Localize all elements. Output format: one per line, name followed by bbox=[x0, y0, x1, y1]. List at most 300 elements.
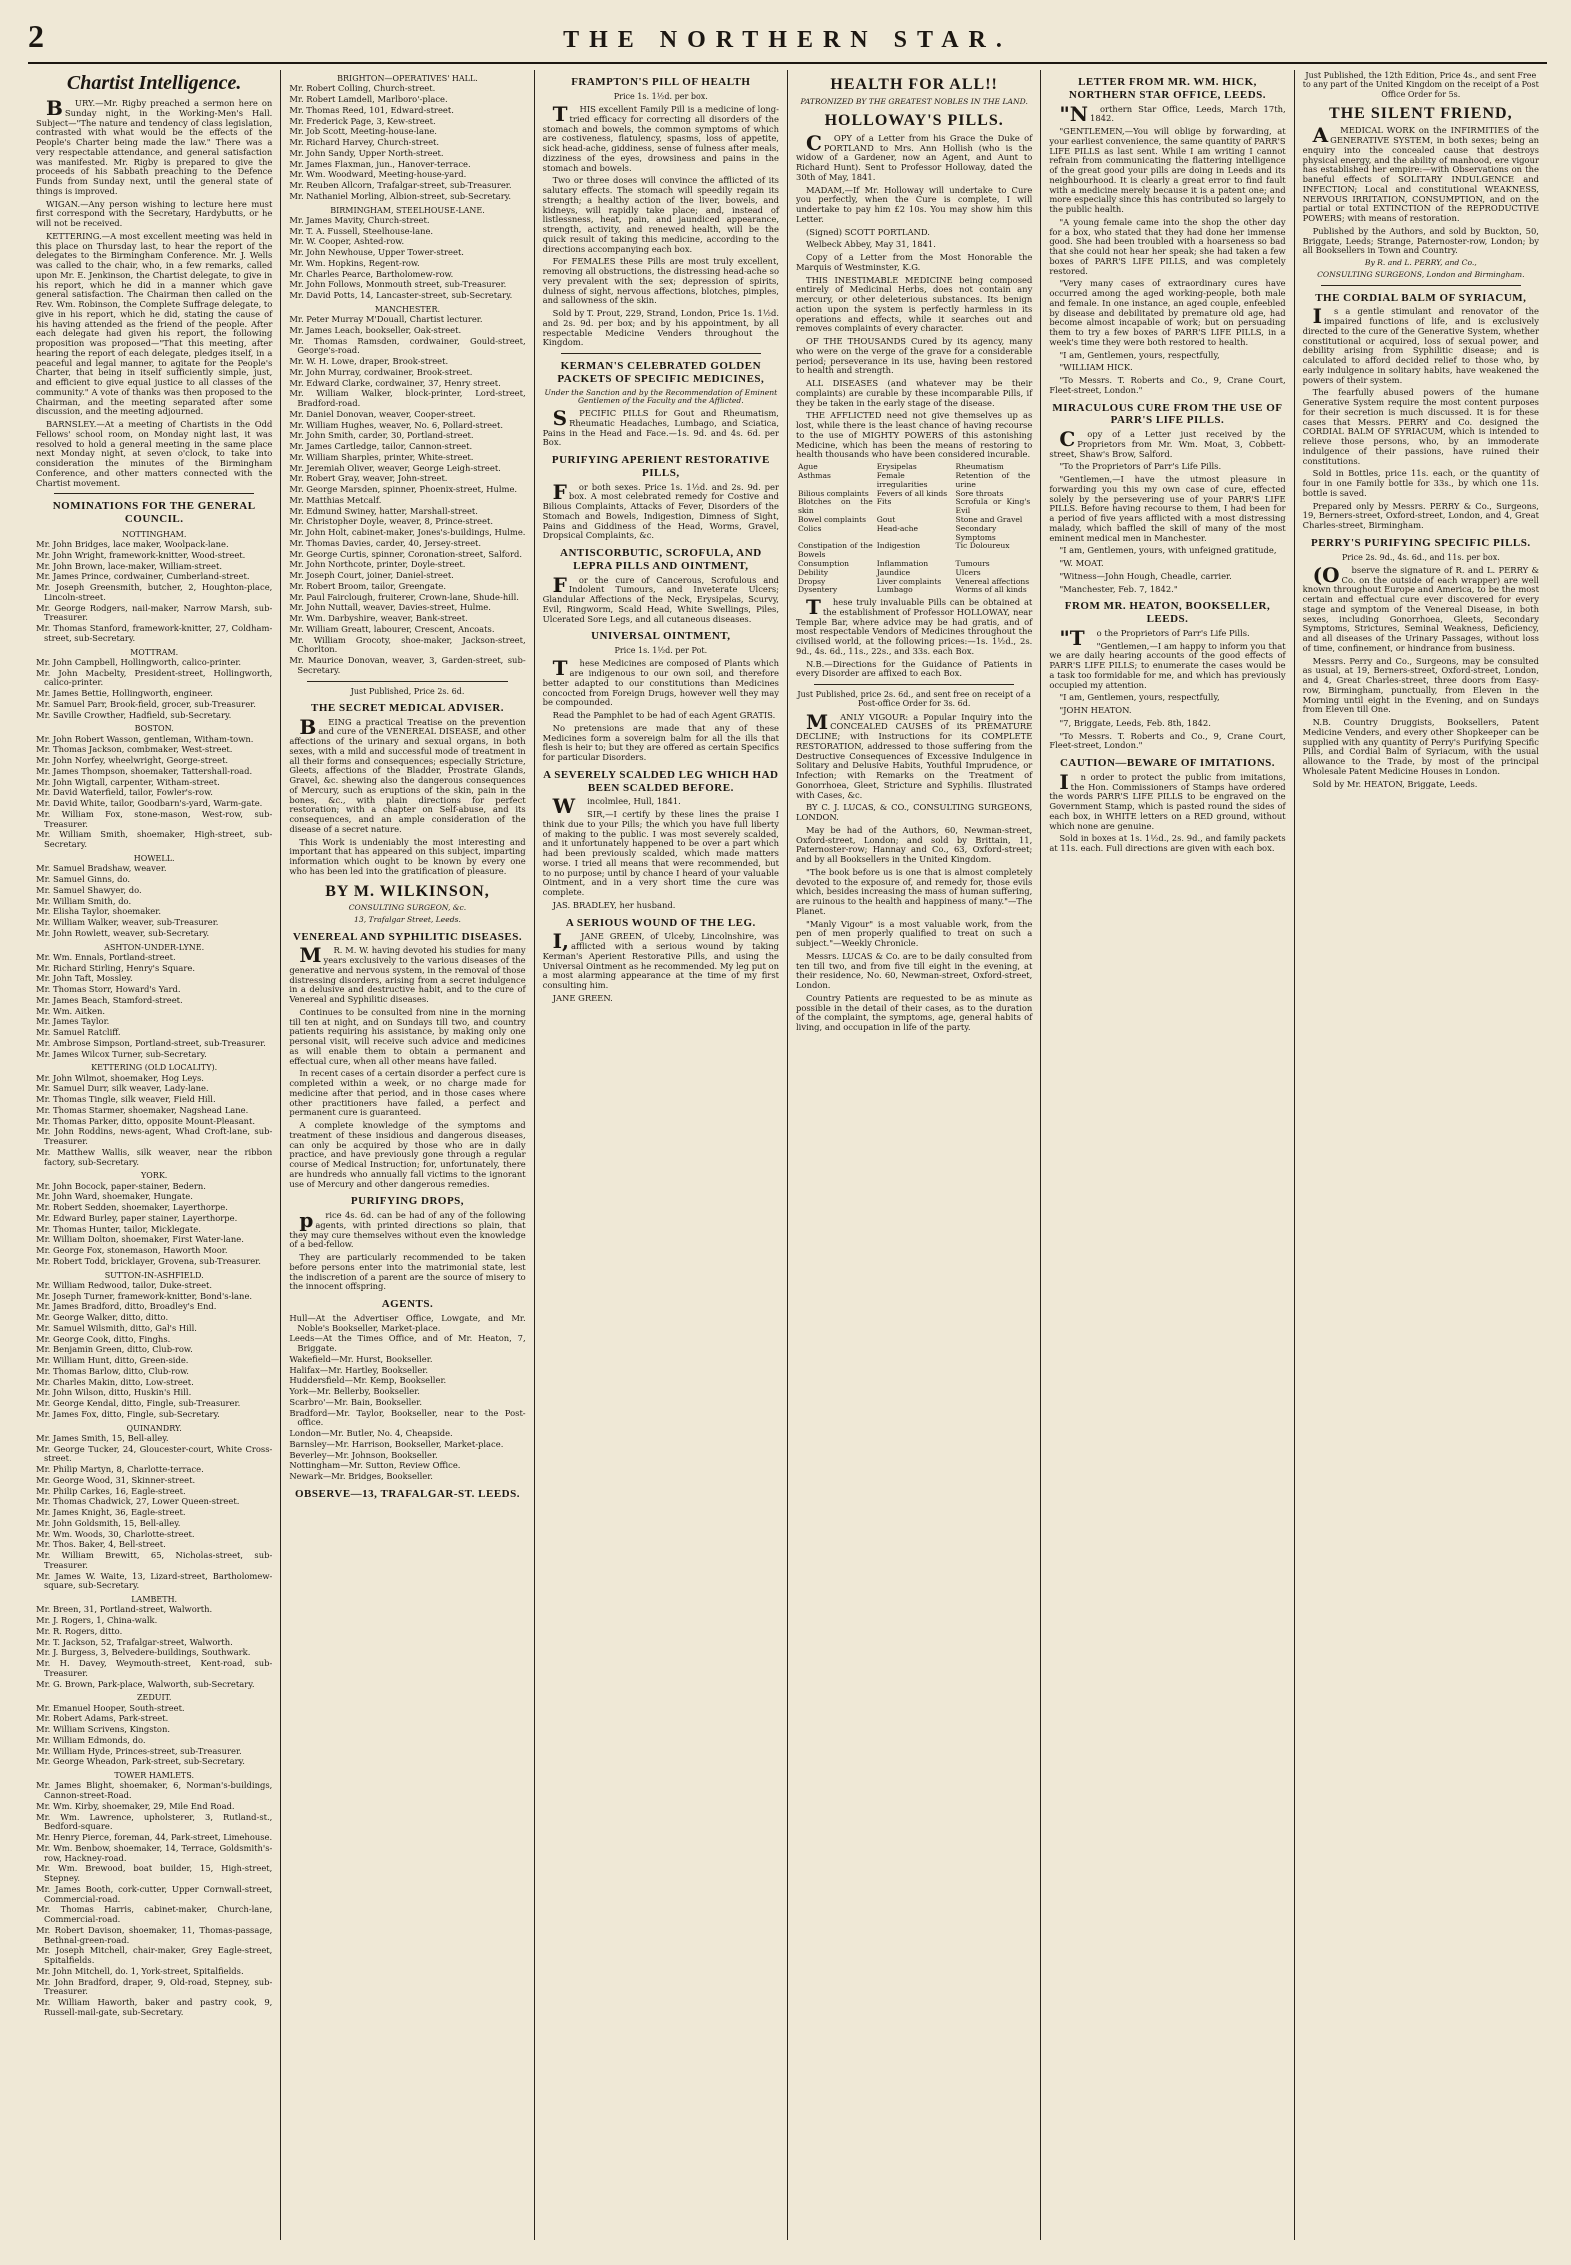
nominee-entry: Mr. David Potts, 14, Lancaster-street, sub-Secretary. bbox=[289, 290, 513, 301]
nominee-entry: Mr. Samuel Wilsmith, ditto, Gal's Hill. bbox=[36, 1322, 197, 1333]
agent-entry: Wakefield—Mr. Hurst, Bookseller. bbox=[289, 1353, 433, 1364]
nominee-entry: Mr. James Cartledge, tailor, Cannon-street. bbox=[289, 441, 473, 452]
nominee-entry: Mr. John Taft, Mossley. bbox=[36, 973, 133, 984]
nominee-entry: Mr. George Walker, ditto, ditto. bbox=[36, 1312, 169, 1323]
restorative-paragraphs bbox=[542, 479, 779, 542]
nominee-entry: Mr. George Cook, ditto, Finghs. bbox=[36, 1333, 171, 1344]
heaton-title: FROM MR. HEATON, BOOKSELLER, LEEDS. bbox=[1064, 600, 1271, 625]
secret-adviser-title: THE SECRET MEDICAL ADVISER. bbox=[310, 701, 504, 714]
nominee-entry: Mr. Christopher Doyle, weaver, 8, Prince-street. bbox=[289, 516, 493, 527]
advert-paragraph: These truly invaluable Pills can be obtained at the establishment of Professor HOLLOWAY, near Temple Bar, where advice may be had gratis, and of most respectable Vendors of Medicines throughout the civilised world, at the following prices:—1s. 1½d., 2s. 9d., 4s. 6d., 11s., 22s., and 33s. each Box. bbox=[795, 595, 1033, 656]
advert-paragraph: AMEDICAL WORK on the INFIRMITIES of the GENERATIVE SYSTEM, in both sexes; being an enquiry into the concealed cause that destroys physical energy, and the ability of manhood, ere vigour has established her empire:—with Observations on the baneful effects of SOLITARY INDULGENCE and INFECTION; Local and constitutional WEAKNESS, NERVOUS IRRITATION, CONSUMPTION, and on the partial or total EXTINCTION of the REPRODUCTIVE POWERS; with means of restoration. bbox=[1302, 123, 1539, 224]
advert-paragraph: In order to protect the public from imitations, the Hon. Commissioners of Stamps have ordered the words PARR'S LIFE PILLS to be engraved on the Government Stamp, which is pasted round the sides of each box, in WHITE letters on a RED ground, without which none are genuine. bbox=[1049, 769, 1286, 831]
nominee-entry: Mr. Job Scott, Meeting-house-lane. bbox=[289, 126, 437, 137]
nominee-entry: Mr. Wm. Woodward, Meeting-house-yard. bbox=[289, 169, 467, 180]
nominee-entry: Mr. George Rodgers, nail-maker, Narrow Marsh, sub-Treasurer. bbox=[36, 602, 273, 623]
advert-paragraph: THIS INESTIMABLE MEDICINE being composed entirely of Medicinal Herbs, does not contain any mercury, or other deleterious substances. Its benign action upon the system is perfectly harmless in its operations and effects, while it searches out and removes complaints of every character. bbox=[795, 274, 1033, 334]
disease-entry: Worms of all kinds bbox=[955, 585, 1027, 595]
nominee-entry: Mr. Elisha Taylor, shoemaker. bbox=[36, 906, 161, 917]
nominee-entry: Mr. George Fox, stonemason, Haworth Moor. bbox=[36, 1245, 228, 1256]
testimonial-paragraph: JANE GREEN. bbox=[552, 992, 613, 1003]
authors-line: By R. and L. PERRY, and Co., bbox=[1364, 258, 1477, 268]
nominee-entry: Mr. George Wood, 31, Skinner-street. bbox=[36, 1474, 196, 1485]
nominee-entry: Mr. Philip Carkes, 16, Eagle-street. bbox=[36, 1485, 186, 1496]
advert-paragraph: A complete knowledge of the symptoms and treatment of these insidious and dangerous diseases, can only be acquired by those who are in daily practice, and have previously gone through a regular course of Medical Instruction; for, unfortunately, there are hundreds who annually fall victims to the ignorant use of Mercury and other dangerous remedies. bbox=[289, 1120, 526, 1189]
disease-entry: Constipation of the Bowels bbox=[797, 541, 873, 560]
locality-heading: BOSTON. bbox=[134, 724, 174, 734]
nominee-entry: Mr. Henry Pierce, foreman, 44, Park-street, Limehouse. bbox=[36, 1832, 273, 1843]
nominee-entry: Mr. Thomas Ramsden, cordwainer, Gould-street, George's-road. bbox=[289, 335, 526, 356]
nominee-entry: Mr. Thomas Jackson, combmaker, West-street. bbox=[36, 744, 233, 755]
disease-entry: Consumption bbox=[797, 558, 850, 568]
letter-paragraphs bbox=[1049, 101, 1286, 396]
specific-pills-title: PERRY'S PURIFYING SPECIFIC PILLS. bbox=[1310, 536, 1531, 549]
disease-entry: Retention of the urine bbox=[955, 470, 1031, 489]
disease-entry: Stone and Gravel bbox=[955, 514, 1023, 524]
locality-heading: QUINANDRY. bbox=[126, 1423, 182, 1433]
wound-paragraphs bbox=[542, 929, 779, 1003]
letter-paragraph: "I am, Gentlemen, yours, respectfully, bbox=[1059, 349, 1220, 360]
advert-paragraph: For both sexes. Price 1s. 1½d. and 2s. 9d. per box. A most celebrated remedy for Costive and Bilious Complaints, Attacks of Fever, Disorders of the Stomach and Bowels, Indigestion, Dimness of Sight, Pains and Giddiness of the Head, Worms, Gravel, Dropsical Complaints, &c. bbox=[542, 479, 779, 541]
nominee-entry: Mr. Wm. Aitken. bbox=[36, 1005, 106, 1016]
nominee-entry: Mr. Joseph Mitchell, chair-maker, Grey Eagle-street, Spitalfields. bbox=[36, 1945, 273, 1966]
nominee-entry: Mr. James Leach, bookseller, Oak-street. bbox=[289, 324, 462, 335]
agent-entry: Bradford—Mr. Taylor, Bookseller, near to the Post-office. bbox=[289, 1407, 526, 1428]
antiscorbutic-title: ANTISCORBUTIC, SCROFULA, AND LEPRA PILLS AND OINTMENT, bbox=[560, 547, 762, 572]
nominee-entry: Mr. William Redwood, tailor, Duke-street. bbox=[36, 1279, 213, 1290]
nominee-entry: Mr. John Northcote, printer, Doyle-street. bbox=[289, 559, 466, 570]
letter-paragraph: "7, Briggate, Leeds, Feb. 8th, 1842. bbox=[1059, 717, 1211, 728]
nominee-entry: Mr. James Taylor. bbox=[36, 1016, 110, 1027]
disease-entry: Indigestion bbox=[876, 541, 921, 551]
advert-paragraph: (Observe the signature of R. and L. PERRY & Co. on the outside of each wrapper) are well known throughout Europe and America, to be the most certain and effectual cure ever discovered for every stage and symptom of the Venereal Disease, in both sexes, including Gonorrhoea, Gleets, Secondary Symptoms, Strictures, Seminal Weakness, Deficiency, and all diseases of the Urinary Passages, without loss of time, confinement, or hindrance from business. bbox=[1302, 562, 1539, 653]
locality-heading: HOWELL. bbox=[133, 853, 175, 863]
nominee-entry: Mr. John Wigtall, carpenter, Witham-street. bbox=[36, 776, 220, 787]
nominee-entry: Mr. Thomas Chadwick, 27, Lower Queen-street. bbox=[36, 1496, 240, 1507]
letter-paragraph: "Northern Star Office, Leeds, March 17th, 1842. bbox=[1059, 101, 1286, 126]
kerman-paragraphs bbox=[542, 406, 779, 448]
nominee-entry: Mr. George Wheadon, Park-street, sub-Secretary. bbox=[36, 1756, 245, 1767]
agent-entry: York—Mr. Bellerby, Bookseller. bbox=[289, 1386, 420, 1397]
chartist-paragraph: WIGAN.—Any person wishing to lecture here must first correspond with the Secretary, Hardybutts, or he will not be received. bbox=[36, 198, 273, 229]
nominee-entry: Mr. Richard Stirling, Henry's Square. bbox=[36, 962, 196, 973]
nomination-groups-cont bbox=[289, 74, 525, 676]
testimonial-paragraph: Wincolmlee, Hull, 1841. bbox=[552, 794, 681, 819]
caution-title: CAUTION—BEWARE OF IMITATIONS. bbox=[1059, 757, 1276, 769]
nominee-entry: Mr. William Greatt, labourer, Crescent, Ancoats. bbox=[289, 623, 495, 634]
nominee-entry: Mr. James Bradford, ditto, Broadley's End. bbox=[36, 1301, 217, 1312]
disease-entry: Scrofula or King's Evil bbox=[955, 497, 1031, 516]
advert-paragraph: These Medicines are composed of Plants which are indigenous to our own soil, and therefore better adapted to our constitutions than Medicines concocted from Foreign Drugs, however well they may be compounded. bbox=[542, 656, 779, 708]
disease-entry: Dropsy bbox=[797, 576, 826, 586]
nominee-entry: Mr. James Booth, cork-cutter, Upper Cornwall-street, Commercial-road. bbox=[36, 1883, 273, 1904]
advert-paragraph: THE AFFLICTED need not give themselves up as lost, while there is the least chance of having recourse to the use of MIGHTY POWERS of this astonishing Medicine, which has been the means of restoring to health thousands who have been considered incurable. bbox=[795, 410, 1033, 460]
just-published: Just Published, Price 2s. 6d. bbox=[350, 686, 465, 696]
nominee-entry: Mr. James Prince, cordwainer, Cumberland-street. bbox=[36, 571, 250, 582]
chartist-paragraph: KETTERING.—A most excellent meeting was held in this place on Thursday last, to hear the report of the delegates to the Birmingham Conference. Mr. J. Wells was called to the chair, who, in a few remarks, called upon Mr. E. Jenkinson, the Chartist delegate, to give in his report, which he did in a manner which gave general satisfaction. The Chairman then called on the Rev. Wm. Robinson, the Complete Suffrage delegate, to give in his report, which he did, stating the cause of his having attended as the friend of the people. After each delegate had given his report, the following proposition was proposed—"That this meeting, after hearing the report of each delegate, pledges itself, in a peaceful and legal manner, to agitate for the People's Charter, that being in itself sufficiently simple, just, and efficient to give equal justice to all classes of the community." A vote of thanks was then proposed to the Chairman, and the meeting separated after some discussion, and the meeting adjourned. bbox=[36, 230, 273, 417]
letter-paragraph: "GENTLEMEN,—You will oblige by forwarding, at your earliest convenience, the same quantity of PARR'S LIFE PILLS as last sent. While I am writing I cannot refrain from communicating the flattering intelligence of the great good your pills are doing in Leeds and its neighbourhood. It is clearly a great error to find fault with a medicine merely because it is a patent one; and more especially since this has contributed so largely to the public health. bbox=[1049, 126, 1286, 214]
nominee-entry: Mr. William Sharples, printer, White-street. bbox=[289, 451, 474, 462]
nominee-entry: Mr. Ambrose Simpson, Portland-street, sub-Treasurer. bbox=[36, 1037, 266, 1048]
author-address: 13, Trafalgar Street, Leeds. bbox=[354, 914, 461, 924]
nominee-entry: Mr. Philip Martyn, 8, Charlotte-terrace. bbox=[36, 1464, 204, 1475]
nominee-entry: Mr. Jeremiah Oliver, weaver, George Leigh-street. bbox=[289, 462, 501, 473]
nominee-entry: Mr. Robert Lamdell, Marlboro'-place. bbox=[289, 94, 448, 105]
nominee-entry: Mr. John Bridges, lace maker, Woolpack-lane. bbox=[36, 539, 229, 550]
disease-entry: Head-ache bbox=[876, 523, 918, 533]
testimonial-paragraph: I,JANE GREEN, of Ulceby, Lincolnshire, was afflicted with a serious wound by taking Kerman's Aperient Restorative Pills, and using the Universal Ointment as he recommended. My leg put on a most alarming appearance at the time of my first consulting him. bbox=[542, 929, 779, 991]
nominee-entry: Mr. James Thompson, shoemaker, Tattershall-road. bbox=[36, 765, 253, 776]
nominee-entry: Mr. George Marsden, spinner, Phoenix-street, Hulme. bbox=[289, 484, 518, 495]
nominee-entry: Mr. James Knight, 36, Eagle-street. bbox=[36, 1507, 186, 1518]
nominee-entry: Mr. William Smith, do. bbox=[36, 895, 132, 906]
nominee-entry: Mr. Edward Clarke, cordwainer, 37, Henry street. bbox=[289, 377, 501, 388]
specific-pills-price: Price 2s. 9d., 4s. 6d., and 11s. per box. bbox=[1341, 552, 1500, 562]
disease-entry: Ague bbox=[797, 462, 818, 472]
disease-entry: Jaundice bbox=[876, 567, 911, 577]
nominee-entry: Mr. William Grocoty, shoe-maker, Jackson-street, Chorlton. bbox=[289, 634, 526, 655]
agent-entry: Hull—At the Advertiser Office, Lowgate, and Mr. Noble's Bookseller, Market-place. bbox=[289, 1312, 526, 1333]
letter-paragraph: "W. MOAT. bbox=[1059, 558, 1104, 568]
nominee-entry: Mr. J. Rogers, 1, China-walk. bbox=[36, 1615, 158, 1626]
disease-entry: Rheumatism bbox=[955, 462, 1004, 472]
nominee-entry: Mr. W. H. Lowe, draper, Brook-street. bbox=[289, 356, 449, 367]
advert-paragraph: MR. M. W. having devoted his studies for many years exclusively to the various diseases of the generative and nervous system, in the removal of those distressing disorders, arising from a secret indulgence in a delusive and destructive habit, and to the cure of Venereal and Syphilitic diseases. bbox=[289, 943, 526, 1005]
nominee-entry: Mr. Joseph Greensmith, butcher, 2, Houghton-place, Lincoln-street. bbox=[36, 582, 273, 602]
nominee-entry: Mr. T. A. Fussell, Steelhouse-lane. bbox=[289, 225, 434, 236]
nominee-entry: Mr. R. Rogers, ditto. bbox=[36, 1625, 123, 1636]
letter-paragraph: "To the Proprietors of Parr's Life Pills. bbox=[1059, 625, 1250, 650]
nominee-entry: Mr. James Bettie, Hollingworth, engineer. bbox=[36, 688, 213, 699]
advert-paragraph: For the cure of Cancerous, Scrofulous and Indolent Tumours, and Inveterate Ulcers; Glandular Affections of the Neck, Erysipelas, Scurvy, Evil, Ringworm, Scald Head, White Swellings, Piles, Ulcerated Sore Legs, and all cutaneous diseases. bbox=[542, 572, 779, 624]
nominee-entry: Mr. John Macbelty, President-street, Hollingworth, calico-printer. bbox=[36, 667, 273, 688]
nominee-entry: Mr. Robert Colling, Church-street. bbox=[289, 83, 436, 94]
testimonial-paragraph: SIR,—I certify by these lines the praise I think due to your Pills; the which you have full liberty of making to the public. I was most severely scalded, and it unfortunately happened to be over a part which had been previously scalded, which made matters worse. I tried all means that were recommended, but to no purpose; until by chance I heard of your valuable Ointment, and in a very short time the cure was complete. bbox=[542, 809, 779, 898]
nominee-entry: Mr. T. Jackson, 52, Trafalgar-street, Walworth. bbox=[36, 1636, 233, 1647]
nominee-entry: Mr. John Wilson, ditto, Huskin's Hill. bbox=[36, 1387, 192, 1398]
nominee-entry: Mr. Thomas Reed, 101, Edward-street. bbox=[289, 104, 454, 115]
nominee-entry: Mr. Thomas Harris, cabinet-maker, Church-lane, Commercial-road. bbox=[36, 1904, 273, 1925]
nominee-entry: Mr. Robert Adams, Park-street. bbox=[36, 1713, 169, 1724]
nominee-entry: Mr. Charles Pearce, Bartholomew-row. bbox=[289, 268, 454, 279]
masthead bbox=[28, 18, 1547, 64]
nominee-entry: Mr. Samuel Durr, silk weaver, Lady-lane. bbox=[36, 1083, 209, 1094]
advert-paragraph: N.B.—Directions for the Guidance of Patients in every Disorder are affixed to each Box. bbox=[795, 658, 1033, 679]
advert-paragraph: BY C. J. LUCAS, & CO., CONSULTING SURGEONS, LONDON. bbox=[795, 802, 1033, 823]
advert-paragraph: For FEMALES these Pills are most truly excellent, removing all obstructions, the distressing head-ache so very prevalent with the sex; depression of spirits, dulness of sight, nervous affections, blotches, pimples, and sallowness of the skin. bbox=[542, 256, 779, 306]
nominee-entry: Mr. Benjamin Green, ditto, Club-row. bbox=[36, 1344, 193, 1355]
nominee-entry: Mr. John Smith, carder, 30, Portland-street. bbox=[289, 430, 474, 441]
nominee-entry: Mr. Wm. Benbow, shoemaker, 14, Terrace, Goldsmith's-row, Hackney-road. bbox=[36, 1842, 273, 1863]
letter-paragraph: "JOHN HEATON. bbox=[1059, 705, 1132, 715]
letter-paragraph: "Gentlemen,—I am happy to inform you that we are daily hearing accounts of the good effects of PARR'S LIFE PILLS; to enumerate the cases would be a task too formidable for me, and which has previously occupied my attention. bbox=[1049, 640, 1286, 690]
advert-paragraph: MANLY VIGOUR: a Popular Inquiry into the CONCEALED CAUSES of its PREMATURE DECLINE; with Instructions for its COMPLETE RESTORATION, addressed to those suffering from the Destructive Consequences of Excessive Indulgence in Solitary and Delusive Habits, Youthful Imprudence, or Infection; with Remarks on the Treatment of Gonorrhoea, Gleet, Stricture and Syphilis. Illustrated with Cases, &c. bbox=[795, 709, 1033, 800]
agent-entry: London—Mr. Butler, No. 4, Cheapside. bbox=[289, 1428, 453, 1439]
advert-paragraph: price 4s. 6d. can be had of any of the following agents, with printed directions so plain, that they may cure themselves without even the knowledge of a bed-fellow. bbox=[289, 1208, 526, 1250]
nominee-entry: Mr. William Dolton, shoemaker, First Water-lane. bbox=[36, 1234, 244, 1245]
nominee-entry: Mr. George Tucker, 24, Gloucester-court, White Cross-street. bbox=[36, 1443, 273, 1464]
nominee-entry: Mr. George Curtis, spinner, Coronation-street, Salford. bbox=[289, 548, 522, 559]
letter-paragraph: "A young female came into the shop the other day for a box, who stated that they had done her immense good. She had been troubled with a hoarseness so bad that she could not hear her speak; she had taken a few boxes of PARR'S LIFE PILLS, and was completely restored. bbox=[1049, 216, 1286, 276]
nominee-entry: Mr. James Blight, shoemaker, 6, Norman's-buildings, Cannon-street-Road. bbox=[36, 1780, 273, 1801]
advert-paragraph: Published by the Authors, and sold by Buckton, 50, Briggate, Leeds; Strange, Paternoster-row, London; by all Booksellers in Town and Country. bbox=[1302, 225, 1539, 256]
section-title-chartist: Chartist Intelligence. bbox=[66, 72, 242, 94]
nominee-entry: Mr. John Brown, lace-maker, William-street. bbox=[36, 560, 222, 571]
advert-paragraph: Messrs. Perry and Co., Surgeons, may be consulted as usual, at 19, Berners-street, Oxford-street, London, and 4, Great Charles-street, three doors from Easy-row, Birmingham, punctually, from Eleven in the Morning until eight in the Evening, and on Sundays from Eleven till One. bbox=[1302, 655, 1539, 715]
wound-title: A SERIOUS WOUND OF THE LEG. bbox=[565, 916, 756, 929]
letter-paragraph: "Manchester, Feb. 7, 1842." bbox=[1059, 583, 1178, 594]
nominee-entry: Mr. Wm. Brewood, boat builder, 15, High-street, Stepney. bbox=[36, 1863, 273, 1884]
disease-entry: Bowel complaints bbox=[797, 514, 867, 524]
nominee-entry: Mr. John Holt, cabinet-maker, Jones's-buildings, Hulme. bbox=[289, 527, 526, 538]
nominee-entry: Mr. John Wilmot, shoemaker, Hog Leys. bbox=[36, 1072, 204, 1083]
holloway-title: HOLLOWAY'S PILLS. bbox=[824, 112, 1004, 130]
nominee-entry: Mr. William Fox, stone-mason, West-row, sub-Treasurer. bbox=[36, 808, 273, 829]
disease-entry: Asthmas bbox=[797, 470, 831, 480]
nominations-title: NOMINATIONS FOR THE GENERAL COUNCIL. bbox=[52, 500, 256, 526]
advert-paragraph: "Manly Vigour" is a most valuable work, from the pen of men properly qualified to treat on such a subject."—Weekly Chronicle. bbox=[795, 918, 1033, 949]
nominee-entry: Mr. Edward Burley, paper stainer, Layerthorpe. bbox=[36, 1212, 238, 1223]
nominee-entry: Mr. John Follows, Monmouth street, sub-Treasurer. bbox=[289, 279, 507, 290]
disease-entry: Blotches on the skin bbox=[797, 497, 873, 516]
column-3 bbox=[535, 70, 788, 2240]
letter-paragraph: "Very many cases of extraordinary cures have occurred among the aged working-people, both male and female. In one instance, an aged couple, enfeebled by disease and debilitated by premature old age, had become almost incapable of work; but on persuading them to try a few boxes of PARR'S LIFE PILLS, in a week's time they were both restored to health. bbox=[1049, 278, 1286, 347]
nominee-entry: Mr. John Wright, framework-knitter, Wood-street. bbox=[36, 549, 246, 560]
restorative-pills-title: PURIFYING APERIENT RESTORATIVE PILLS, bbox=[551, 454, 770, 479]
advert-paragraph: OF THE THOUSANDS Cured by its agency, many who were on the verge of the grave for a considerable period; perseverance in its use, having been restored to health and strength. bbox=[795, 336, 1033, 376]
nominee-entry: Mr. Wm. Hopkins, Regent-row. bbox=[289, 257, 420, 268]
locality-heading: KETTERING (OLD LOCALITY). bbox=[91, 1063, 218, 1073]
newspaper-title: THE NORTHERN STAR. bbox=[563, 27, 1012, 53]
nominee-entry: Mr. James Flaxman, jun., Hanover-terrace. bbox=[289, 158, 471, 169]
kerman-title: KERMAN'S CELEBRATED GOLDEN PACKETS OF SPECIFIC MEDICINES, bbox=[557, 360, 765, 385]
miraculous-title: MIRACULOUS CURE FROM THE USE OF PARR'S LIFE PILLS. bbox=[1052, 401, 1283, 427]
locality-heading: ASHTON-UNDER-LYNE. bbox=[104, 942, 205, 952]
nominee-entry: Mr. Thomas Parker, ditto, opposite Mount-Pleasant. bbox=[36, 1115, 256, 1126]
nominee-entry: Mr. Peter Murray M'Douall, Chartist lecturer. bbox=[289, 314, 483, 325]
nominee-entry: Mr. Samuel Shawyer, do. bbox=[36, 884, 142, 895]
nominee-entry: Mr. Paul Fairclough, fruiterer, Crown-lane, Shude-hill. bbox=[289, 591, 519, 602]
advert-paragraph: May be had of the Authors, 60, Newman-street, Oxford-street, London; and sold by Brittain, 11, Paternoster-row; Hannay and Co., 63, Oxford-street; and by all Booksellers in the United Kingdom. bbox=[795, 824, 1033, 865]
nomination-groups bbox=[36, 530, 272, 2018]
nominee-entry: Mr. Thomas Starmer, shoemaker, Nagshead Lane. bbox=[36, 1104, 249, 1115]
nominee-entry: Mr. Samuel Ratcliff. bbox=[36, 1027, 121, 1038]
nominee-entry: Mr. Charles Makin, ditto, Low-street. bbox=[36, 1376, 194, 1387]
nominee-entry: Mr. Robert Sedden, shoemaker, Layerthorpe. bbox=[36, 1202, 228, 1213]
advert-paragraph: Sold in boxes at 1s. 1½d., 2s. 9d., and family packets at 11s. each. Full directions are given with each box. bbox=[1049, 833, 1286, 853]
author-title: CONSULTING SURGEON, &c. bbox=[348, 903, 467, 913]
letter-paragraph: "WILLIAM HICK. bbox=[1059, 362, 1133, 373]
nominee-entry: Mr. William Edmonds, do. bbox=[36, 1734, 146, 1745]
cordial-balm-title: THE CORDIAL BALM OF SYRIACUM, bbox=[1315, 291, 1527, 304]
universal-paragraphs bbox=[542, 656, 779, 763]
nominee-entry: Mr. Thomas Storr, Howard's Yard. bbox=[36, 984, 181, 995]
nominee-entry: Mr. Wm. Darbyshire, weaver, Bank-street. bbox=[289, 613, 468, 624]
nominee-entry: Mr. John Campbell, Hollingworth, calico-printer. bbox=[36, 656, 242, 667]
letter-paragraph: "To Messrs. T. Roberts and Co., 9, Crane Court, Fleet-street, London." bbox=[1049, 375, 1286, 395]
nominee-entry: Mr. William Scrivens, Kingston. bbox=[36, 1724, 171, 1735]
nominee-entry: Mr. John Goldsmith, 15, Bell-alley. bbox=[36, 1517, 181, 1528]
advert-paragraph: ALL DISEASES (and whatever may be their complaints) are curable by these incomparable Pills, if they be taken in the early stage of the disease. bbox=[795, 378, 1033, 408]
advert-paragraph: COPY of a Letter from his Grace the Duke of PORTLAND to Mrs. Ann Hollish (who is the widow of a Gardener, now an Agent, and Aunt to Richard Hunt). Sent to Professor Holloway, dated the 30th of May, 1841. bbox=[795, 130, 1033, 182]
letter-paragraph: Copy of a Letter just received by the Proprietors from Mr. Wm. Moat, 3, Cobbett-street, Shaw's Brow, Salford. bbox=[1049, 427, 1286, 459]
advert-paragraph: Country Patients are requested to be as minute as possible in the detail of their cases, as to the duration of the complaint, the symptoms, age, general habits of living, and occupation in life of the party. bbox=[795, 992, 1033, 1033]
page-number: 2 bbox=[28, 18, 44, 54]
locality-heading: YORK. bbox=[140, 1171, 168, 1181]
advert-paragraph: N.B. Country Druggists, Booksellers, Patent Medicine Venders, and every other Shopkeeper can be supplied with any quantity of Perry's Purifying Specific Pills, and Cordial Balm of Syriacum, with the usual allowance to the Trade, by most of the principal Wholesale Patent Medicine Houses in London. bbox=[1302, 717, 1539, 776]
agent-entry: Barnsley—Mr. Harrison, Bookseller, Market-place. bbox=[289, 1438, 504, 1449]
nominee-entry: Mr. Edmund Swiney, hatter, Marshall-street. bbox=[289, 505, 478, 516]
nominee-entry: Mr. Daniel Donovan, weaver, Cooper-street. bbox=[289, 408, 476, 419]
nominee-entry: Mr. Nathaniel Morling, Albion-street, sub-Secretary. bbox=[289, 190, 511, 201]
letter-paragraph: "To Messrs. T. Roberts and Co., 9, Crane Court, Fleet-street, London." bbox=[1049, 730, 1286, 751]
nominee-entry: Mr. Reuben Allcorn, Trafalgar-street, sub-Treasurer. bbox=[289, 180, 512, 191]
advert-paragraph: This Work is undeniably the most interesting and important that has appeared on this subject, imparting information which ought to be known by every one who has been led into the gratification of pleasure. bbox=[289, 836, 526, 876]
advert-paragraph: Two or three doses will convince the afflicted of its salutary effects. The stomach will speedily regain its strength; a healthy action of the liver, bowels, and kidneys, will rapidly take place; and, instead of listlessness, heat, pain, and jaundiced appearance, strength, activity, and renewed health, will be the quick result of taking this medicine, according to the directions accompanying each box. bbox=[542, 175, 779, 254]
column-5 bbox=[1041, 70, 1294, 2240]
nominee-entry: Mr. James Mavity, Church-street. bbox=[289, 214, 430, 225]
nominee-entry: Mr. Thomas Barlow, ditto, Club-row. bbox=[36, 1365, 189, 1376]
locality-heading: ZEDUIT. bbox=[136, 1693, 172, 1703]
scalded-leg-paragraphs bbox=[542, 794, 779, 910]
locality-heading: BRIGHTON—OPERATIVES' HALL. bbox=[337, 74, 478, 83]
disease-entry: Ulcers bbox=[955, 567, 981, 577]
nominee-entry: Mr. Robert Gray, weaver, John-street. bbox=[289, 473, 448, 484]
nominee-entry: Mr. John Roddins, news-agent, Whad Croft-lane, sub-Treasurer. bbox=[36, 1126, 273, 1147]
disease-entry: Colics bbox=[797, 523, 822, 533]
nominee-entry: Mr. James Smith, 15, Bell-alley. bbox=[36, 1432, 169, 1443]
nominee-entry: Mr. Wm. Kirby, shoemaker, 29, Mile End Road. bbox=[36, 1800, 235, 1811]
nominee-entry: Mr. Samuel Ginns, do. bbox=[36, 874, 131, 884]
disease-entry: Female irregularities bbox=[876, 470, 928, 489]
nominee-entry: Mr. David Waterfield, tailor, Fowler's-row. bbox=[36, 787, 213, 798]
advert-paragraph: In recent cases of a certain disorder a perfect cure is completed within a week, or no charge made for medicine after that period, and in those cases where other practitioners have failed, a perfect and permanent cure is guaranteed. bbox=[289, 1068, 526, 1118]
nominee-entry: Mr. David White, tailor, Goodbarn's-yard, Warm-gate. bbox=[36, 798, 263, 809]
nominee-entry: Mr. G. Brown, Park-place, Walworth, sub-Secretary. bbox=[36, 1678, 255, 1689]
author-name: BY M. WILKINSON, bbox=[325, 882, 490, 900]
disease-entry: Fevers of all kinds bbox=[876, 488, 948, 498]
nominee-entry: Mr. Robert Davison, shoemaker, 11, Thomas-passage, Bethnal-green-road. bbox=[36, 1924, 273, 1945]
chartist-paragraph: BARNSLEY.—At a meeting of Chartists in the Odd Fellows' school room, on Monday night last, it was resolved to hold a general meeting in the same place next Monday night, at seven o'clock, to take into consideration the minutes of the Birmingham Conference, and other matters connected with the Chartist movement. bbox=[36, 419, 273, 488]
nominee-entry: Mr. Thomas Davies, carder, 40, Jersey-street. bbox=[289, 537, 482, 548]
advert-paragraph: Continues to be consulted from nine in the morning till ten at night, and on Sundays till two, and country patients requiring his assistance, by making only one personal visit, will receive such advice and medicines as will enable them to obtain a permanent and effectual cure, when all other means have failed. bbox=[289, 1006, 526, 1066]
health-subtitle: PATRONIZED BY THE GREATEST NOBLES IN THE LAND. bbox=[800, 96, 1028, 106]
frampton-paragraphs bbox=[542, 102, 779, 348]
nominee-entry: Mr. James Wilcox Turner, sub-Secretary. bbox=[36, 1048, 207, 1059]
disease-entry: Bilious complaints bbox=[797, 488, 869, 498]
disease-entry: Erysipelas bbox=[876, 462, 917, 472]
columns bbox=[28, 70, 1547, 2240]
locality-heading: LAMBETH. bbox=[131, 1595, 178, 1605]
locality-heading: TOWER HAMLETS. bbox=[114, 1771, 195, 1781]
nominee-entry: Mr. Richard Harvey, Church-street. bbox=[289, 137, 440, 148]
authors-sub: CONSULTING SURGEONS, London and Birmingham. bbox=[1317, 269, 1525, 279]
advert-paragraph: Prepared only by Messrs. PERRY & Co., Surgeons, 19, Berners-street, Oxford-street, London, and 4, Great Charles-street, Birmingham. bbox=[1302, 500, 1539, 531]
letter-paragraph: "Witness—John Hough, Cheadle, carrier. bbox=[1059, 570, 1232, 581]
nominee-entry: Mr. George Kendal, ditto, Fingle, sub-Treasurer. bbox=[36, 1398, 241, 1409]
nominee-entry: Mr. Joseph Turner, framework-knitter, Bond's-lane. bbox=[36, 1290, 253, 1301]
disease-entry: Dysentery bbox=[797, 585, 838, 595]
disease-entry: Tic Doloureux bbox=[955, 541, 1010, 551]
disease-entry: Fits bbox=[876, 497, 892, 507]
venereal-paragraphs bbox=[289, 943, 526, 1189]
nominee-entry: Mr. Wm. Lawrence, upholsterer, 3, Rutland-st., Bedford-square. bbox=[36, 1811, 273, 1832]
column-4 bbox=[788, 70, 1041, 2240]
specific-pills-paragraphs bbox=[1302, 562, 1539, 790]
nominee-entry: Mr. Thos. Baker, 4, Bell-street. bbox=[36, 1539, 166, 1550]
nominee-entry: Mr. Emanuel Hooper, South-street. bbox=[36, 1702, 185, 1713]
agent-entry: Newark—Mr. Bridges, Bookseller. bbox=[289, 1471, 433, 1482]
nominee-entry: Mr. John Norfey, wheelwright, George-street. bbox=[36, 755, 229, 766]
silent-friend-intro: Just Published, the 12th Edition, Price 4s., and sent Free to any part of the United Kingdom on the receipt of a Post Office Order for 5s. bbox=[1302, 71, 1539, 99]
nominee-entry: Mr. William Hunt, ditto, Green-side. bbox=[36, 1355, 189, 1366]
advert-paragraph: "The book before us is one that is almost completely devoted to the exposure of, and remedy for, those evils which, besides increasing the mass of human suffering, are ruinous to the health and happiness of many."—The Planet. bbox=[795, 866, 1033, 916]
nominee-entry: Mr. Robert Broom, tailor, Greengate. bbox=[289, 580, 447, 591]
nominee-entry: Mr. Thomas Tingle, silk weaver, Field Hill. bbox=[36, 1094, 216, 1105]
nominee-entry: Mr. John Sandy, Upper North-street. bbox=[289, 147, 444, 158]
nominee-entry: Mr. Frederick Page, 3, Kew-street. bbox=[289, 115, 436, 126]
nominee-entry: Mr. John Rowlett, weaver, sub-Secretary. bbox=[36, 927, 210, 938]
heaton-paragraphs bbox=[1049, 625, 1286, 751]
advert-paragraph: Messrs. LUCAS & Co. are to be daily consulted from ten till two, and from five till eight in the evening, at their residence, No. 60, Newman-street, Oxford-street, London. bbox=[795, 950, 1033, 991]
frampton-price: Price 1s. 1½d. per box. bbox=[613, 91, 708, 101]
divider bbox=[1321, 285, 1521, 286]
disease-entry: Venereal affections bbox=[955, 576, 1030, 586]
nominee-entry: Mr. John Ward, shoemaker, Hungate. bbox=[36, 1191, 193, 1202]
agent-entry: Huddersfield—Mr. Kemp, Bookseller. bbox=[289, 1375, 447, 1386]
advert-paragraph: MADAM,—If Mr. Holloway will undertake to Cure you perfectly, when the Cure is complete, I will undertake to pay him £2 10s. You may show him this Letter. bbox=[795, 184, 1033, 224]
advert-paragraph: The fearfully abused powers of the humane Generative System require the most content purposes for their secretion is much discussed. It is for these cases that Messrs. PERRY and Co. designed the CORDIAL BALM OF SYRIACUM, which is intended to relieve those persons, who, by an immoderate indulgence of their passions, have ruined their constitutions. bbox=[1302, 387, 1539, 466]
nominee-entry: Mr. James Beach, Stamford-street. bbox=[36, 994, 183, 1005]
nominee-entry: Mr. John Bocock, paper-stainer, Bedern. bbox=[36, 1180, 206, 1191]
health-title: HEALTH FOR ALL!! bbox=[830, 76, 998, 93]
nominee-entry: Mr. J. Burgess, 3, Belvedere-buildings, Southwark. bbox=[36, 1647, 251, 1658]
letter-paragraph: "To the Proprietors of Parr's Life Pills. bbox=[1059, 461, 1222, 472]
column-1 bbox=[28, 70, 281, 2240]
nominee-entry: Mr. John Murray, cordwainer, Brook-street. bbox=[289, 366, 473, 377]
agents-list bbox=[289, 1314, 525, 1482]
nominee-entry: Mr. Thomas Stanford, framework-knitter, 27, Coldham-street, sub-Secretary. bbox=[36, 623, 273, 643]
disease-entry: Secondary Symptoms bbox=[955, 523, 997, 542]
testimonial-paragraph: JAS. BRADLEY, her husband. bbox=[552, 899, 676, 910]
nominee-entry: Mr. Matthew Wallis, silk weaver, near the ribbon factory, sub-Secretary. bbox=[36, 1146, 273, 1167]
nominee-entry: Mr. Samuel Bradshaw, weaver. bbox=[36, 863, 167, 874]
disease-entry: Sore throats bbox=[955, 488, 1004, 498]
locality-heading: BIRMINGHAM, STEELHOUSE-LANE. bbox=[330, 205, 485, 215]
nominee-entry: Mr. William Walker, block-printer, Lord-street, Bradford-road. bbox=[289, 388, 526, 409]
agent-entry: Leeds—At the Times Office, and of Mr. Heaton, 7, Briggate. bbox=[289, 1333, 526, 1354]
agent-entry: Halifax—Mr. Hartley, Bookseller. bbox=[289, 1364, 429, 1375]
divider bbox=[307, 681, 507, 682]
locality-heading: SUTTON-IN-ASHFIELD. bbox=[104, 1270, 204, 1280]
locality-heading: MANCHESTER. bbox=[374, 304, 441, 314]
silent-friend-paragraphs bbox=[1302, 123, 1539, 256]
cordial-balm-paragraphs bbox=[1302, 304, 1539, 531]
nominee-entry: Mr. Robert Todd, bricklayer, Grovena, sub-Treasurer. bbox=[36, 1255, 261, 1266]
silent-friend-title: THE SILENT FRIEND, bbox=[1329, 104, 1513, 122]
nominee-entry: Mr. William Hyde, Princes-street, sub-Treasurer. bbox=[36, 1745, 242, 1756]
disease-entry: Gout bbox=[876, 514, 896, 524]
nominee-entry: Mr. John Nuttall, weaver, Davies-street, Hulme. bbox=[289, 602, 491, 613]
nominee-entry: Mr. H. Davey, Weymouth-street, Kent-road, sub-Treasurer. bbox=[36, 1658, 273, 1678]
divider bbox=[54, 493, 254, 494]
nominee-entry: Mr. Breen, 31, Portland-street, Walworth. bbox=[36, 1604, 213, 1615]
advert-paragraph: Sold by Mr. HEATON, Briggate, Leeds. bbox=[1312, 778, 1478, 789]
agents-title: AGENTS. bbox=[381, 1298, 434, 1311]
scalded-leg-title: A SEVERELY SCALDED LEG WHICH HAD BEEN SCALDED BEFORE. bbox=[543, 768, 779, 794]
locality-heading: MOTTRAM. bbox=[130, 647, 179, 657]
chartist-paragraph: BURY.—Mr. Rigby preached a sermon here on Sunday night, in the Working-Men's Hall. Subject—"The nature and tendency of class legislation, contrasted with what would be the effects of the People's Charter being made the law." There was a very respectable attendance, and general satisfaction was manifested. Mr. Rigby is prepared to give the proceeds of his Sabbath preaching to the Defence Funds from Sunday next, until the general state of things is improved. bbox=[36, 96, 273, 196]
